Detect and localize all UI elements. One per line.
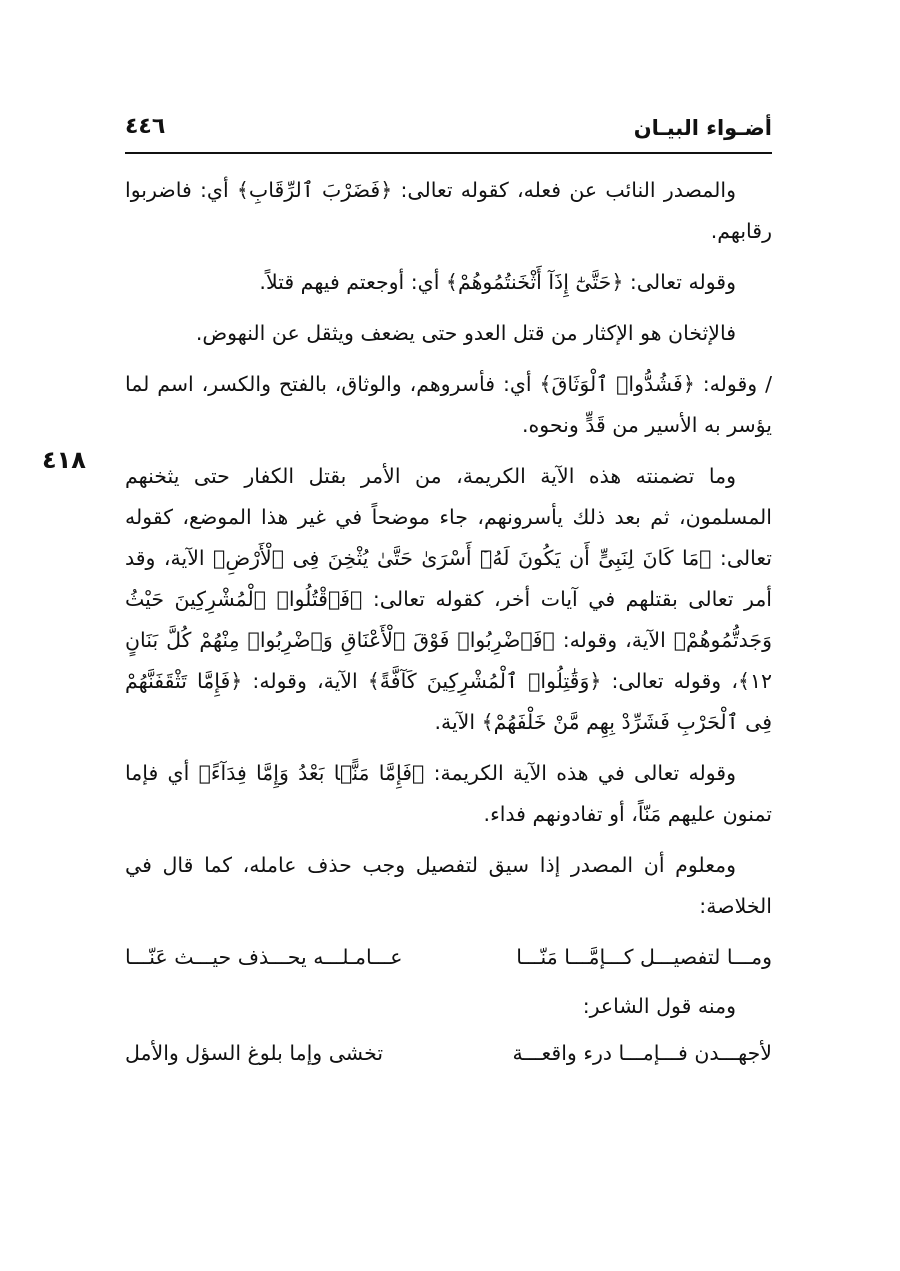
paragraph-manna-fida: وقوله تعالى في هذه الآية الكريمة: ﴿فَإِمَّا مَنًّۢا بَعْدُ وَإِمَّا فِدَآءً﴾ أي فإما تمنون عليهم مَنّاً، أو تفادونهم فداء. [125, 761, 772, 826]
paragraph-explanation: وما تضمنته هذه الآية الكريمة، من الأمر بقتل الكفار حتى يثخنهم المسلمون، ثم بعد ذلك يأسرونهم، جاء موضحاً في غير هذا الموضع، كقوله تعالى: ﴿مَا كَانَ لِنَبِىٍّ أَن يَكُونَ لَهُۥٓ أَسْرَىٰ حَتَّىٰ يُثْخِنَ فِى ٱلْأَرْضِ﴾ الآية، وقد أمر تعالى بقتلهم في آيات أخر، كقوله تعالى: ﴿فَٱقْتُلُوا۟ ٱلْمُشْرِكِينَ حَيْثُ وَجَدتُّمُوهُمْ﴾ الآية، وقوله: ﴿فَٱضْرِبُوا۟ فَوْقَ ٱلْأَعْنَاقِ وَٱضْرِبُوا۟ مِنْهُمْ كُلَّ بَنَانٍ ١٢﴾، وقوله تعالى: ﴿وَقَٰتِلُوا۟ ٱلْمُشْرِكِينَ كَآفَّةً﴾ الآية، وقوله: ﴿فَإِمَّا تَثْقَفَنَّهُمْ فِى ٱلْحَرْبِ فَشَرِّدْ بِهِم مَّنْ خَلْفَهُمْ﴾ الآية. [125, 464, 772, 734]
paragraph-khulasa: ومعلوم أن المصدر إذا سيق لتفصيل وجب حذف عامله، كما قال في الخلاصة: [125, 853, 772, 918]
verse-2-second-hemistich: تخشى وإما بلوغ السؤل والأمل [125, 1041, 384, 1065]
poem-verse-2 [125, 1033, 772, 1074]
page-number: ٤٤٦ [125, 114, 166, 139]
paragraph-ithkhan: فالإثخان هو الإكثار من قتل العدو حتى يضعف ويثقل عن النهوض. [195, 321, 736, 345]
paragraph-masdar: والمصدر النائب عن فعله، كقوله تعالى: ﴿فَضَرْبَ ٱلرِّقَابِ﴾ أي: فاضربوا رقابهم. [125, 178, 772, 243]
page-body [125, 170, 772, 1082]
paragraph-wathaq: / وقوله: ﴿فَشُدُّوا۟ ٱلْوَثَاقَ﴾ أي: فأسروهم، والوثاق، بالفتح والكسر، اسم لما يؤسر به الأسير من قَدٍّ ونحوه. [125, 372, 772, 437]
page-header [125, 112, 772, 154]
book-title: أضـواء البيـان [633, 116, 772, 140]
poet-intro: ومنه قول الشاعر: [582, 994, 736, 1018]
margin-page-number: ٤١٨ [42, 446, 86, 474]
poem-verse-1 [125, 937, 772, 978]
verse-2-first-hemistich: لأجهـــدن فـــإمـــا درء واقعـــة [512, 1041, 772, 1065]
verse-1-second-hemistich: عـــامـلـــه يحـــذف حيـــث عَنّـــا [125, 945, 403, 969]
verse-1-first-hemistich: ومـــا لتفصيـــل كـــإمَّـــا مَنّـــا [516, 945, 772, 969]
paragraph-athkhantumuhum: وقوله تعالى: ﴿حَتَّىٰٓ إِذَآ أَثْخَنتُمُوهُمْ﴾ أي: أوجعتم فيهم قتلاً. [259, 270, 736, 294]
